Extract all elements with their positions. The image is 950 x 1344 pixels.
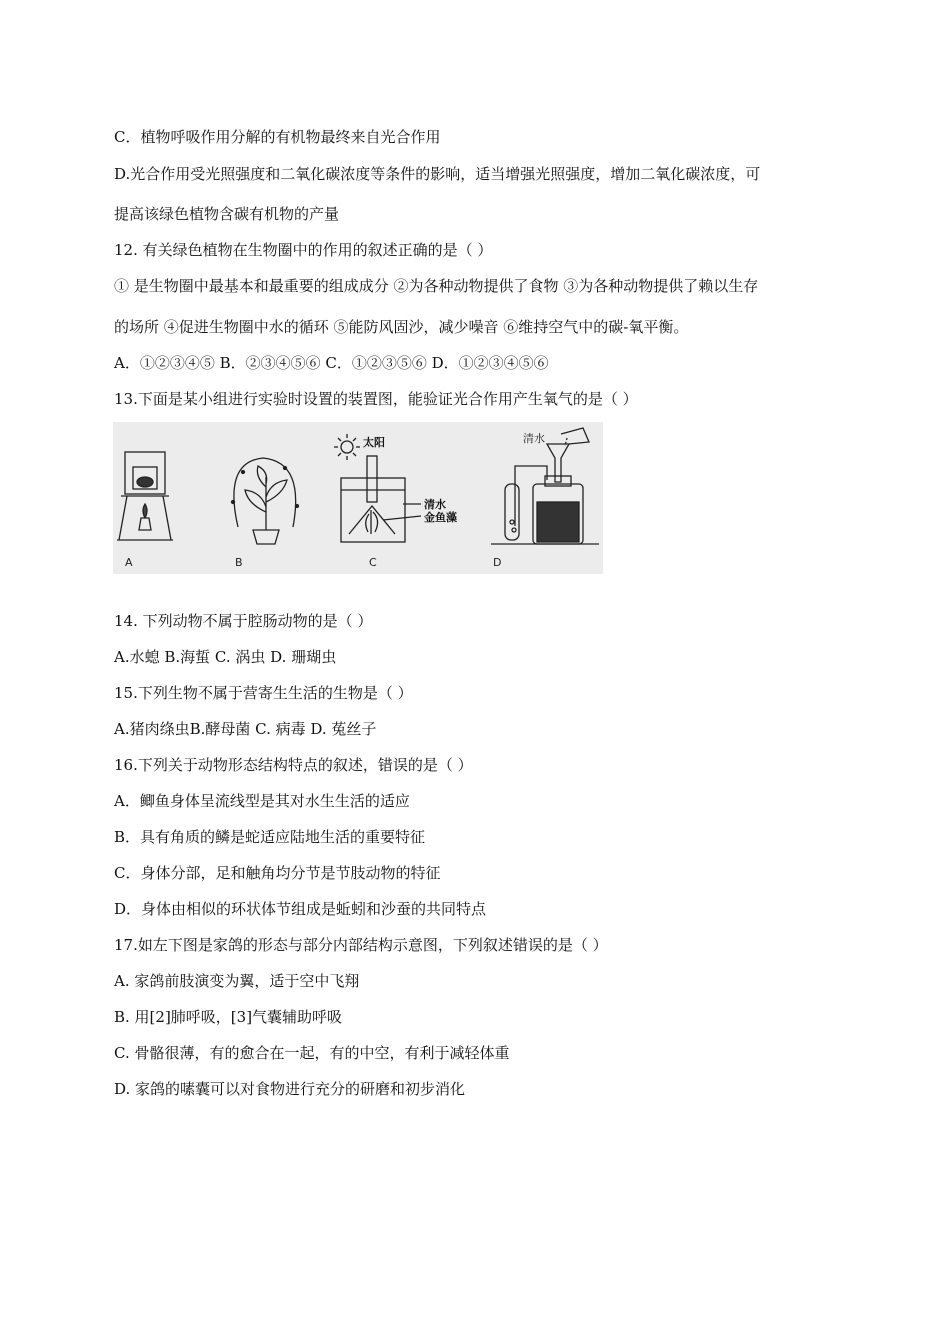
- label-a: A: [125, 556, 133, 569]
- text-line: D.光合作用受光照强度和二氧化碳浓度等条件的影响，适当增强光照强度，增加二氧化碳浓度，可: [114, 165, 761, 183]
- label-d: D: [493, 556, 502, 569]
- text-line: C．植物呼吸作用分解的有机物最终来自光合作用: [114, 128, 441, 146]
- option-17-d: D. 家鸽的嗉囊可以对食物进行充分的研磨和初步消化: [114, 1080, 466, 1098]
- option-16-a: A．鲫鱼身体呈流线型是其对水生生活的适应: [114, 792, 410, 810]
- apparatus-a: [117, 452, 173, 540]
- question-14: 14. 下列动物不属于腔肠动物的是（ ）: [114, 612, 373, 630]
- option-17-c: C. 骨骼很薄，有的愈合在一起，有的中空，有利于减轻体重: [114, 1044, 510, 1062]
- option-17-b: B. 用[2]肺呼吸，[3]气囊辅助呼吸: [114, 1008, 343, 1026]
- label-c: C: [369, 556, 377, 569]
- water-label: 清水: [424, 498, 446, 511]
- apparatus-d: [491, 428, 599, 544]
- d-water-label: 清水: [523, 432, 545, 445]
- sun-label: 太阳: [363, 436, 385, 449]
- question-13: 13.下面是某小组进行实验时设置的装置图，能验证光合作用产生氧气的是（ ）: [114, 390, 638, 408]
- option-16-d: D．身体由相似的环状体节组成是蚯蚓和沙蚕的共同特点: [114, 900, 487, 918]
- options-15: A.猪肉绦虫B.酵母菌 C. 病毒 D. 菟丝子: [114, 720, 377, 738]
- question-12: 12. 有关绿色植物在生物圈中的作用的叙述正确的是（ ）: [114, 241, 493, 259]
- options-14: A.水螅 B.海蜇 C. 涡虫 D. 珊瑚虫: [114, 648, 337, 666]
- question-16: 16.下列关于动物形态结构特点的叙述，错误的是（ ）: [114, 756, 473, 774]
- apparatus-b: [232, 458, 299, 544]
- text-line: ① 是生物圈中最基本和最重要的组成成分 ②为各种动物提供了食物 ③为各种动物提供了赖以生存: [114, 277, 759, 295]
- question-15: 15.下列生物不属于营寄生生活的生物是（ ）: [114, 684, 413, 702]
- options-12: A．①②③④⑤ B．②③④⑤⑥ C．①②③⑤⑥ D．①②③④⑤⑥: [114, 354, 549, 372]
- question-17: 17.如左下图是家鸽的形态与部分内部结构示意图，下列叙述错误的是（ ）: [114, 936, 608, 954]
- label-b: B: [235, 556, 243, 569]
- option-17-a: A. 家鸽前肢演变为翼，适于空中飞翔: [114, 972, 360, 990]
- text-line: 提高该绿色植物含碳有机物的产量: [114, 205, 340, 223]
- alga-label: 金鱼藻: [424, 511, 457, 524]
- option-16-c: C．身体分部，足和触角均分节是节肢动物的特征: [114, 864, 441, 882]
- text-line: 的场所 ④促进生物圈中水的循环 ⑤能防风固沙，减少噪音 ⑥维持空气中的碳-氧平衡。: [114, 318, 689, 336]
- option-16-b: B．具有角质的鳞是蛇适应陆地生活的重要特征: [114, 828, 426, 846]
- experiment-figure: [113, 422, 603, 574]
- apparatus-c: [334, 434, 421, 542]
- experiment-diagram: [113, 422, 603, 574]
